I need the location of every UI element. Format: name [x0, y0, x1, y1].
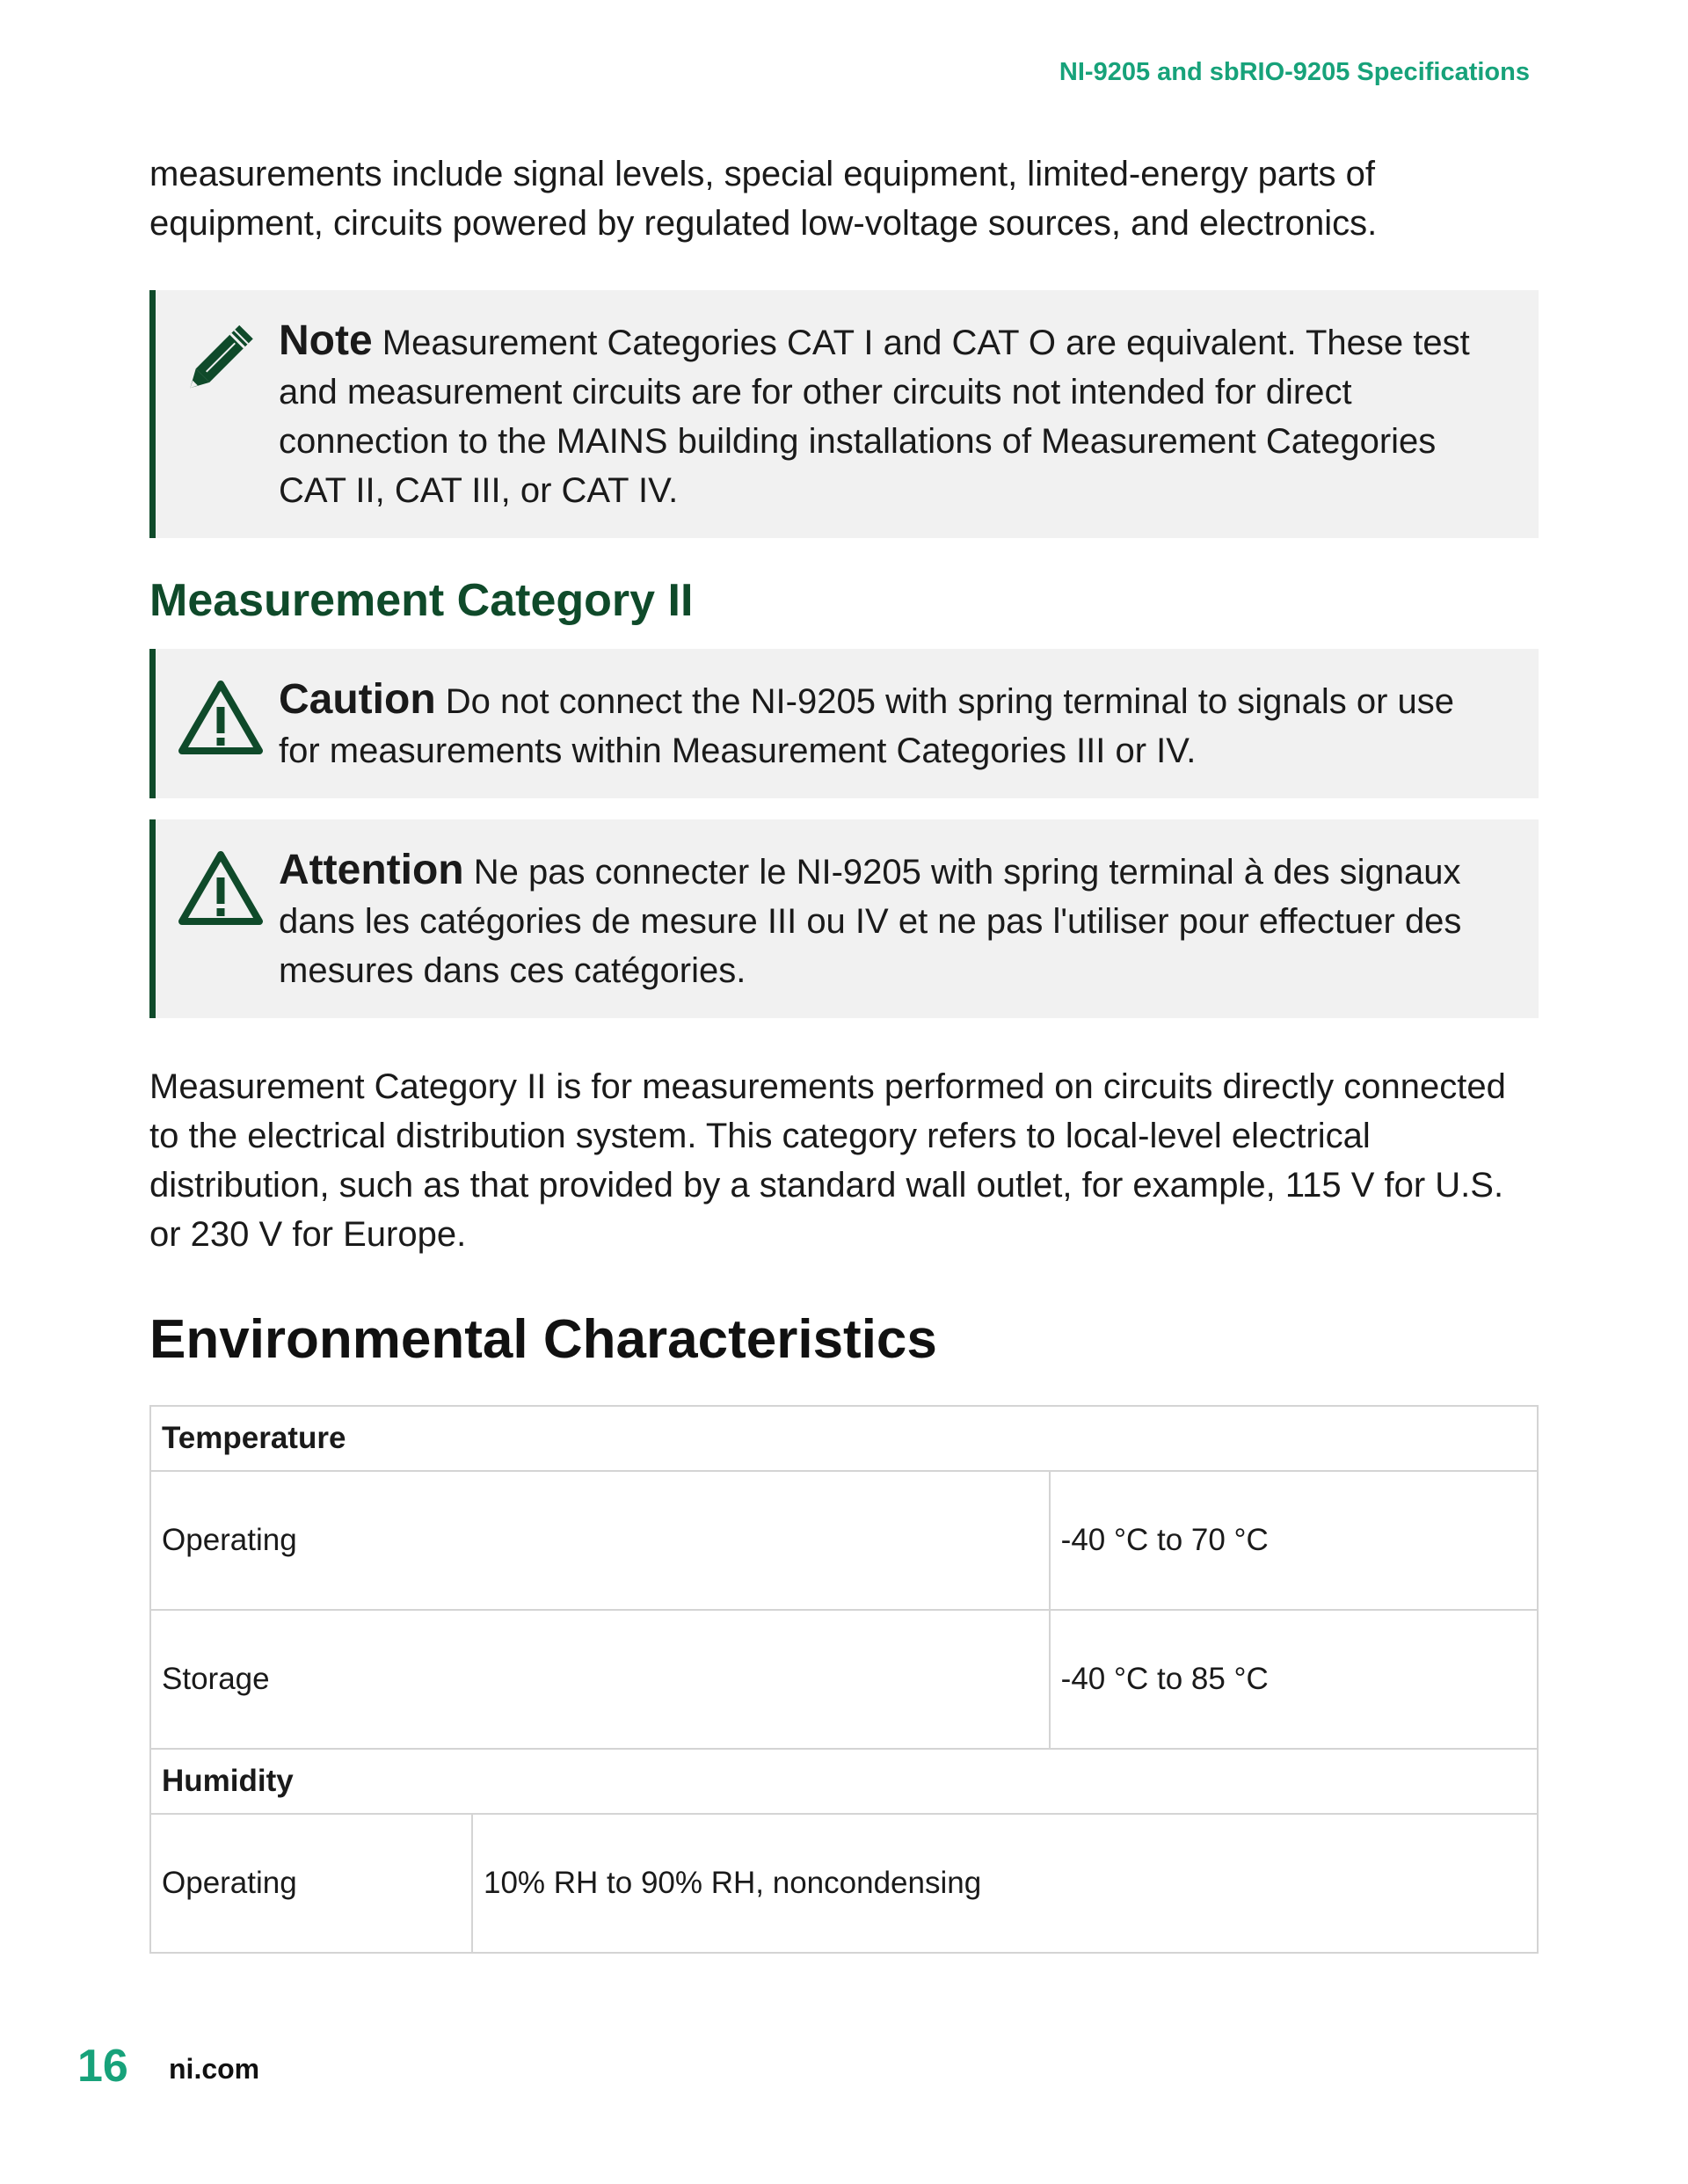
attention-text-block — [279, 846, 1503, 995]
mcii-paragraph: Measurement Category II is for measurements performed on circuits directly connected to the electrical distribution system. This category refers to local-level electrical distribution, such as that provided by a standard wall outlet, for example, 115 V for U.S. or 230 V for Europe. — [149, 1067, 1506, 1254]
caution-text-block — [279, 675, 1503, 775]
table-row — [150, 1814, 1538, 1953]
temperature-operating-label: Operating — [150, 1471, 1050, 1610]
pencil-icon — [177, 315, 265, 403]
intro-paragraph: measurements include signal levels, special equipment, limited-energy parts of equipment, circuits powered by regulated low-voltage sources, and electronics. — [149, 155, 1378, 243]
note-text: Measurement Categories CAT I and CAT O are equivalent. These test and measurement circuits are for other circuits not intended for direct connection to the MAINS building installations of Measurement Categories CAT II, CAT III, or CAT IV. — [279, 324, 1470, 510]
note-label: Note — [279, 317, 373, 364]
caution-label: Caution — [279, 676, 436, 723]
temperature-storage-label: Storage — [150, 1610, 1050, 1749]
temperature-storage-value: -40 °C to 85 °C — [1050, 1610, 1538, 1749]
humidity-operating-value: 10% RH to 90% RH, noncondensing — [472, 1814, 1538, 1953]
note-text-block — [279, 317, 1503, 515]
table-row — [150, 1749, 1538, 1814]
environmental-table — [149, 1405, 1539, 1954]
section-heading-mcii: Measurement Category II — [149, 575, 694, 626]
table-row — [150, 1406, 1538, 1471]
environmental-heading: Environmental Characteristics — [149, 1309, 937, 1370]
note-callout — [149, 290, 1539, 538]
temperature-operating-value: -40 °C to 70 °C — [1050, 1471, 1538, 1610]
running-header: NI-9205 and sbRIO-9205 Specifications — [1059, 58, 1530, 86]
temperature-group-label: Temperature — [150, 1406, 1538, 1471]
humidity-operating-label: Operating — [150, 1814, 472, 1953]
attention-callout — [149, 819, 1539, 1018]
page-number: 16 — [77, 2041, 128, 2092]
attention-text: Ne pas connecter le NI-9205 with spring terminal à des signaux dans les catégories de mesure III ou IV et ne pas l'utiliser pour effectuer des mesures dans ces catégories. — [279, 853, 1462, 990]
humidity-group-label: Humidity — [150, 1749, 1538, 1814]
warning-triangle-icon — [177, 844, 265, 932]
caution-text: Do not connect the NI-9205 with spring terminal to signals or use for measurements within Measurement Categories III or IV. — [279, 682, 1455, 770]
caution-callout — [149, 649, 1539, 798]
table-row — [150, 1610, 1538, 1749]
footer-site-link[interactable]: ni.com — [169, 2053, 260, 2085]
attention-label: Attention — [279, 847, 464, 893]
warning-triangle-icon — [177, 673, 265, 761]
table-row — [150, 1471, 1538, 1610]
page-content — [149, 149, 1539, 1954]
